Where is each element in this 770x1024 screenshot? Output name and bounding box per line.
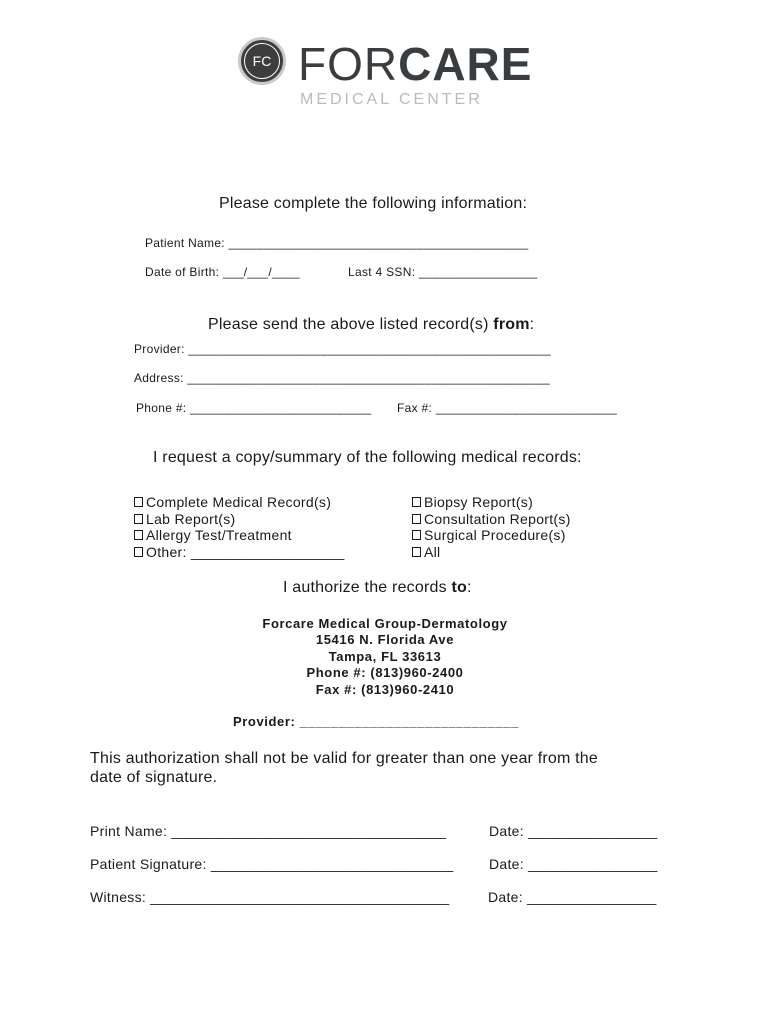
witness-date-field[interactable]: Date: ________________ (488, 889, 657, 905)
record-option-label: Other: ___________________ (146, 543, 345, 560)
recipient-street: 15416 N. Florida Ave (315, 632, 455, 647)
records-section-heading: I request a copy/summary of the following medical records: (153, 449, 582, 466)
from-heading-suffix: : (529, 316, 535, 333)
dob-field[interactable]: Date of Birth: ___/___/____ (145, 265, 300, 279)
record-option-lab[interactable] (134, 511, 345, 528)
print-name-field[interactable]: Print Name: __________________________________ (90, 823, 447, 839)
from-fax-field[interactable]: Fax #: __________________________ (397, 401, 618, 415)
record-option-all[interactable] (412, 544, 571, 561)
to-heading-prefix: I authorize the records (283, 579, 452, 596)
record-option-label: Allergy Test/Treatment (146, 527, 292, 544)
from-phone-field[interactable]: Phone #: __________________________ (136, 401, 372, 415)
to-section-heading (283, 579, 472, 597)
to-heading-suffix: : (466, 579, 472, 596)
logo-subtitle: MEDICAL CENTER (300, 91, 483, 108)
record-option-other[interactable] (134, 544, 345, 561)
record-option-label: Consultation Report(s) (424, 510, 571, 527)
record-option-complete[interactable] (134, 494, 345, 511)
checkbox-icon[interactable] (412, 514, 421, 524)
record-option-label: Surgical Procedure(s) (424, 527, 566, 544)
from-section-heading (208, 316, 534, 334)
print-date-field[interactable]: Date: ________________ (489, 823, 658, 839)
recipient-city: Tampa, FL 33613 (328, 649, 442, 664)
logo-word-light: FOR (298, 38, 399, 90)
logo-monogram: FC (244, 43, 280, 79)
records-left-column (134, 494, 345, 560)
validity-line-1: This authorization shall not be valid for greater than one year from the (90, 750, 599, 767)
to-provider-field[interactable]: Provider: ____________________________ (233, 714, 519, 729)
patient-signature-field[interactable]: Patient Signature: ______________________________ (90, 856, 454, 872)
logo-wordmark (298, 36, 532, 92)
record-option-label: Lab Report(s) (146, 510, 236, 527)
from-provider-field[interactable]: Provider: ____________________________________________________ (134, 342, 551, 356)
checkbox-icon[interactable] (134, 514, 143, 524)
patient-name-field[interactable]: Patient Name: ___________________________________________ (145, 236, 529, 250)
to-heading-bold: to (451, 579, 467, 596)
records-right-column (412, 494, 571, 560)
checkbox-icon[interactable] (134, 530, 143, 540)
recipient-name: Forcare Medical Group-Dermatology (262, 616, 508, 631)
checkbox-icon[interactable] (134, 497, 143, 507)
record-option-label: Biopsy Report(s) (424, 494, 534, 511)
patient-date-field[interactable]: Date: ________________ (489, 856, 658, 872)
checkbox-icon[interactable] (412, 497, 421, 507)
logo-word-bold: CARE (398, 38, 533, 90)
patient-section-heading: Please complete the following information: (219, 195, 528, 212)
checkbox-icon[interactable] (412, 530, 421, 540)
witness-field[interactable]: Witness: _____________________________________ (90, 889, 450, 905)
from-heading-prefix: Please send the above listed record(s) (208, 316, 494, 333)
validity-line-2: date of signature. (90, 769, 218, 786)
recipient-phone: Phone #: (813)960-2400 (306, 665, 464, 680)
record-option-label: All (424, 543, 441, 560)
checkbox-icon[interactable] (412, 547, 421, 557)
record-option-surgical[interactable] (412, 527, 571, 544)
ssn-field[interactable]: Last 4 SSN: _________________ (348, 265, 538, 279)
record-option-consultation[interactable] (412, 511, 571, 528)
record-option-label: Complete Medical Record(s) (146, 494, 332, 511)
record-option-allergy[interactable] (134, 527, 345, 544)
checkbox-icon[interactable] (134, 547, 143, 557)
record-option-biopsy[interactable] (412, 494, 571, 511)
logo-monogram-circle (238, 37, 286, 85)
recipient-fax: Fax #: (813)960-2410 (315, 682, 455, 697)
from-heading-bold: from (493, 316, 530, 333)
from-address-field[interactable]: Address: ____________________________________________________ (134, 371, 551, 385)
